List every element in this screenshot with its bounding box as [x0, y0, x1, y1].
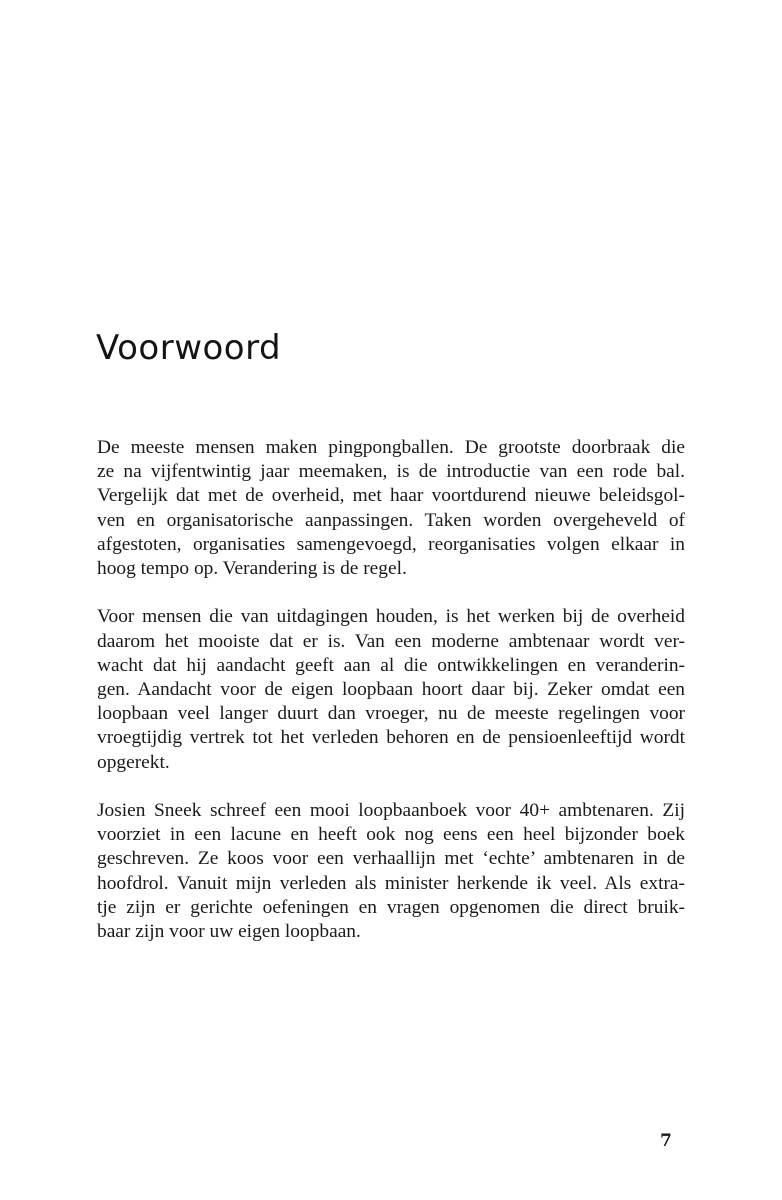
text-line: baar zijn voor uw eigen loopbaan. [97, 921, 361, 943]
text-line: opgerekt. [97, 751, 170, 773]
paragraph [97, 799, 685, 944]
text-line: vroegtijdig vertrek tot het verleden behoren en de pensioenleeftijd wordt [97, 727, 685, 749]
text-line: Josien Sneek schreef een mooi loopbaanboek voor 40+ ambtenaren. Zij [97, 800, 685, 822]
text-line: Voor mensen die van uitdagingen houden, is het werken bij de overheid [97, 606, 685, 628]
text-line: gen. Aandacht voor de eigen loopbaan hoort daar bij. Zeker omdat een [97, 679, 685, 701]
text-line: afgestoten, organisaties samengevoegd, reorganisaties volgen elkaar in [97, 533, 685, 555]
text-line: ven en organisatorische aanpassingen. Taken worden overgeheveld of [97, 509, 685, 531]
text-line: tje zijn er gerichte oefeningen en vragen opgenomen die direct bruik- [97, 896, 685, 918]
text-line: ze na vijfentwintig jaar meemaken, is de introductie van een rode bal. [97, 461, 685, 483]
text-line: wacht dat hij aandacht geeft aan al die ontwikkelingen en veranderin- [97, 654, 685, 676]
chapter-title: Voorwoord [96, 328, 282, 368]
text-line: hoog tempo op. Verandering is de regel. [97, 558, 407, 580]
text-line: De meeste mensen maken pingpongballen. De grootste doorbraak die [97, 437, 685, 458]
text-line: Vergelijk dat met de overheid, met haar voortdurend nieuwe beleidsgol- [97, 485, 685, 507]
text-line: voorziet in een lacune en heeft ook nog eens een heel bijzonder boek [97, 824, 685, 846]
text-line: loopbaan veel langer duurt dan vroeger, nu de meeste regelingen voor [97, 703, 685, 725]
paragraph [97, 605, 685, 774]
text-line: daarom het mooiste dat er is. Van een moderne ambtenaar wordt ver- [97, 630, 685, 652]
paragraph [97, 436, 685, 581]
page-number: 7 [660, 1131, 672, 1151]
body-text [97, 436, 685, 968]
text-line: geschreven. Ze koos voor een verhaallijn met ‘echte’ ambtenaren in de [97, 848, 685, 870]
text-line: hoofdrol. Vanuit mijn verleden als minister herkende ik veel. Als extra- [97, 872, 685, 894]
